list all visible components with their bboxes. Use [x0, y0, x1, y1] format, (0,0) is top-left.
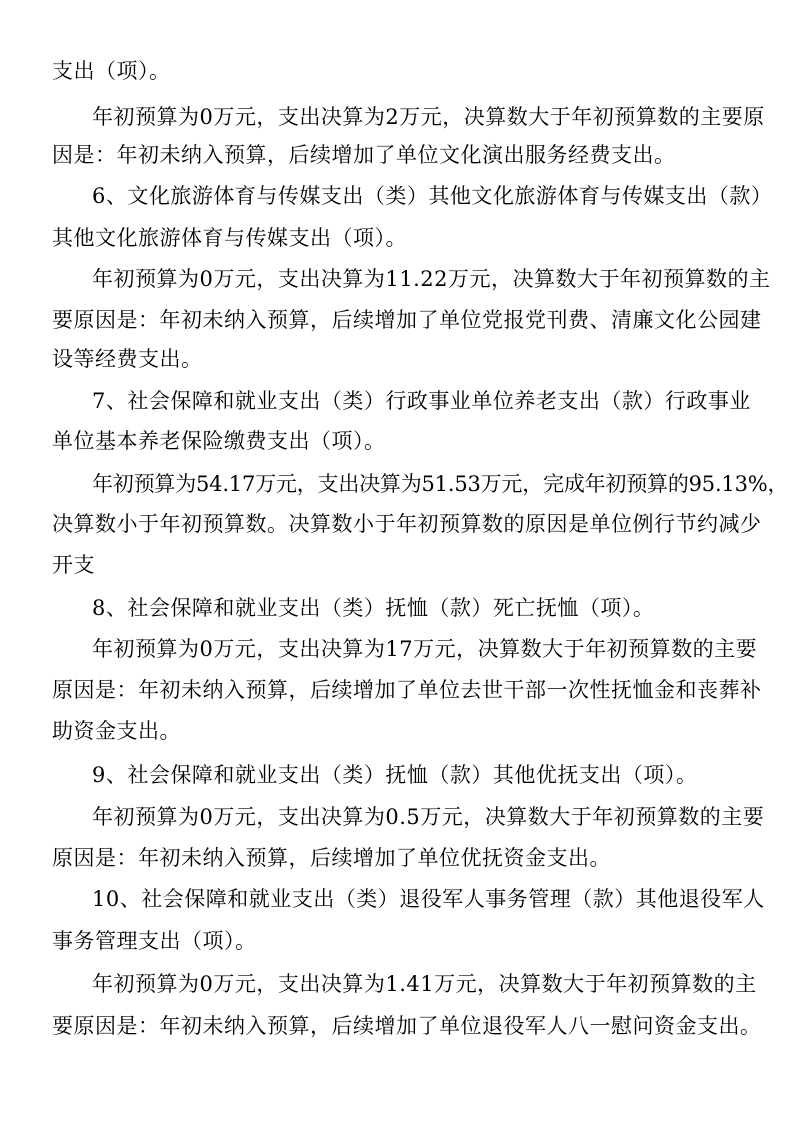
text-line: 因是：年初未纳入预算，后续增加了单位文化演出服务经费支出。: [52, 143, 676, 167]
text-line: 原因是：年初未纳入预算，后续增加了单位去世干部一次性抚恤金和丧葬补: [52, 678, 762, 702]
text-line: 年初预算为54.17万元，支出决算为51.53万元，完成年初预算的95.13%，: [92, 472, 789, 496]
text-line: 设等经费支出。: [52, 347, 203, 371]
text-line: 9、社会保障和就业支出（类）抚恤（款）其他优抚支出（项）。: [92, 763, 698, 787]
text-line: 10、社会保障和就业支出（类）退役军人事务管理（款）其他退役军人: [92, 887, 765, 911]
text-line: 事务管理支出（项）。: [52, 929, 257, 953]
text-line: 年初预算为0万元，支出决算为11.22万元，决算数大于年初预算数的主: [92, 267, 771, 291]
text-line: 年初预算为0万元，支出决算为17万元，决算数大于年初预算数的主要: [92, 637, 758, 661]
text-line: 年初预算为0万元，支出决算为1.41万元，决算数大于年初预算数的主: [92, 972, 757, 996]
text-line: 年初预算为0万元，支出决算为2万元，决算数大于年初预算数的主要原: [92, 105, 765, 129]
text-line: 助资金支出。: [52, 719, 181, 743]
text-line: 决算数小于年初预算数。决算数小于年初预算数的原因是单位例行节约减少: [52, 512, 762, 536]
text-line: 7、社会保障和就业支出（类）行政事业单位养老支出（款）行政事业: [92, 389, 751, 413]
text-line: 年初预算为0万元，支出决算为0.5万元，决算数大于年初预算数的主要: [92, 805, 765, 829]
text-line: 其他文化旅游体育与传媒支出（项）。: [52, 226, 407, 250]
text-line: 原因是：年初未纳入预算，后续增加了单位优抚资金支出。: [52, 846, 611, 870]
text-line: 开支: [52, 553, 95, 577]
text-line: 6、文化旅游体育与传媒支出（类）其他文化旅游体育与传媒支出（款）: [92, 184, 773, 208]
text-line: 8、社会保障和就业支出（类）抚恤（款）死亡抚恤（项）。: [92, 596, 655, 620]
text-line: 要原因是：年初未纳入预算，后续增加了单位党报党刊费、清廉文化公园建: [52, 308, 762, 332]
text-line: 要原因是：年初未纳入预算，后续增加了单位退役军人八一慰问资金支出。: [52, 1014, 762, 1038]
text-line: 支出（项）。: [52, 59, 171, 83]
text-line: 单位基本养老保险缴费支出（项）。: [52, 429, 386, 453]
